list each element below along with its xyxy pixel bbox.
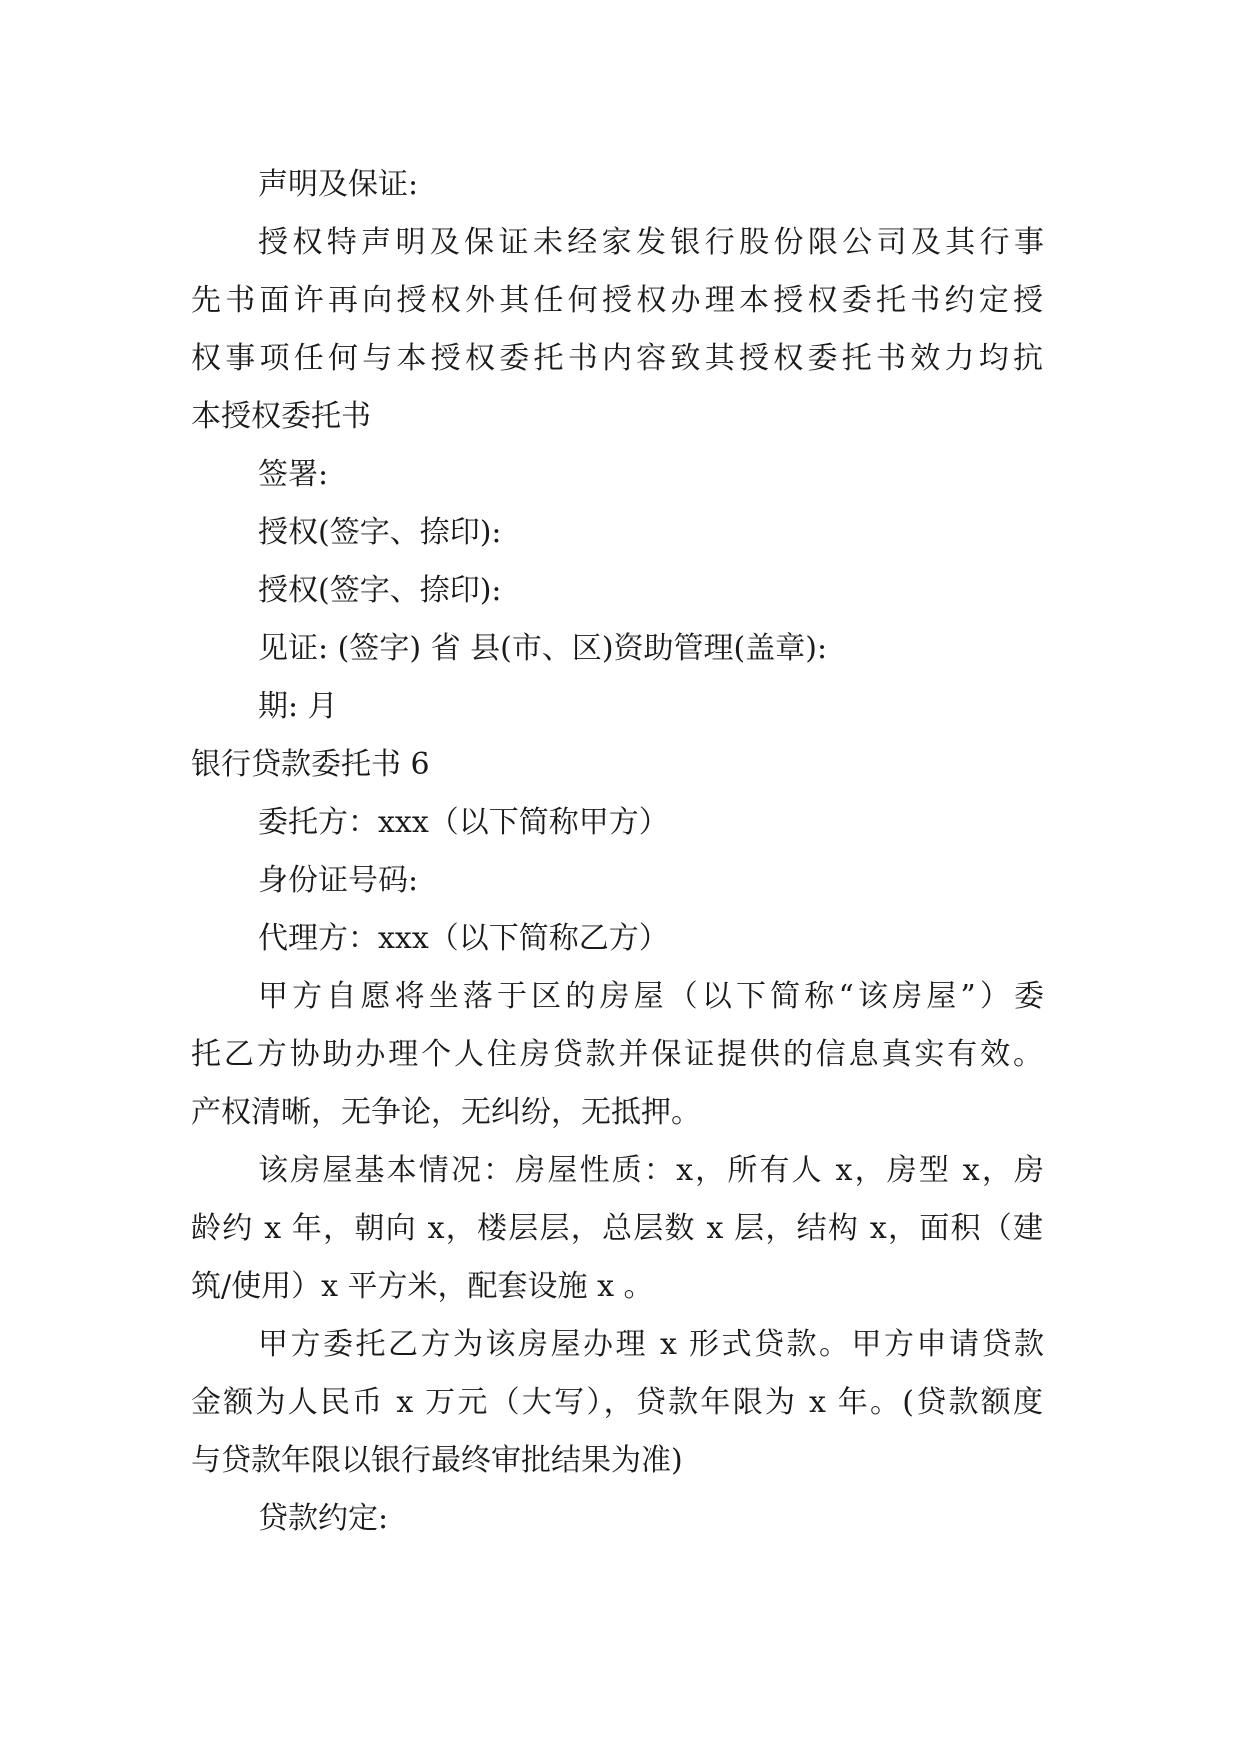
paragraph-line: 甲方委托乙方为该房屋办理 x 形式贷款。甲方申请贷款 <box>258 1327 1044 1362</box>
paragraph-line: 金额为人民币 x 万元（大写），贷款年限为 x 年。(贷款额度 <box>191 1385 1043 1420</box>
paragraph-line: 龄约 x 年，朝向 x，楼层层，总层数 x 层，结构 x，面积（建 <box>191 1211 1043 1246</box>
principal-line: 委托方：xxx（以下简称甲方） <box>258 805 669 840</box>
paragraph-line: 本授权委托书 <box>191 399 371 434</box>
paragraph-line: 产权清晰，无争论，无纠纷，无抵押。 <box>191 1095 701 1130</box>
section-title: 银行贷款委托书 6 <box>191 747 430 782</box>
paragraph-line: 授权特声明及保证未经家发银行股份限公司及其行事 <box>258 225 1044 260</box>
paragraph-line: 托乙方协助办理个人住房贷款并保证提供的信息真实有效。 <box>191 1037 1043 1072</box>
id-number-line: 身份证号码: <box>258 863 419 898</box>
date-line: 期: 月 <box>258 689 338 724</box>
paragraph-line: 先书面许再向授权外其任何授权办理本授权委托书约定授 <box>191 283 1043 318</box>
paragraph-line: 筑/使用）x 平方米，配套设施 x 。 <box>191 1269 654 1304</box>
loan-terms-heading: 贷款约定: <box>258 1501 389 1536</box>
signature-line: 授权(签字、捺印): <box>258 573 502 608</box>
declaration-heading: 声明及保证: <box>258 167 419 202</box>
witness-line: 见证: (签字) 省 县(市、区)资助管理(盖章): <box>258 631 828 666</box>
paragraph-line: 甲方自愿将坐落于区的房屋（以下简称“该房屋”）委 <box>258 979 1044 1014</box>
agent-line: 代理方：xxx（以下简称乙方） <box>258 921 669 956</box>
paragraph-line: 与贷款年限以银行最终审批结果为准) <box>191 1443 683 1478</box>
signature-line: 授权(签字、捺印): <box>258 515 502 550</box>
paragraph-line: 权事项任何与本授权委托书内容致其授权委托书效力均抗 <box>191 341 1043 376</box>
signature-heading: 签署: <box>258 457 329 492</box>
paragraph-line: 该房屋基本情况：房屋性质：x，所有人 x，房型 x，房 <box>258 1153 1044 1188</box>
